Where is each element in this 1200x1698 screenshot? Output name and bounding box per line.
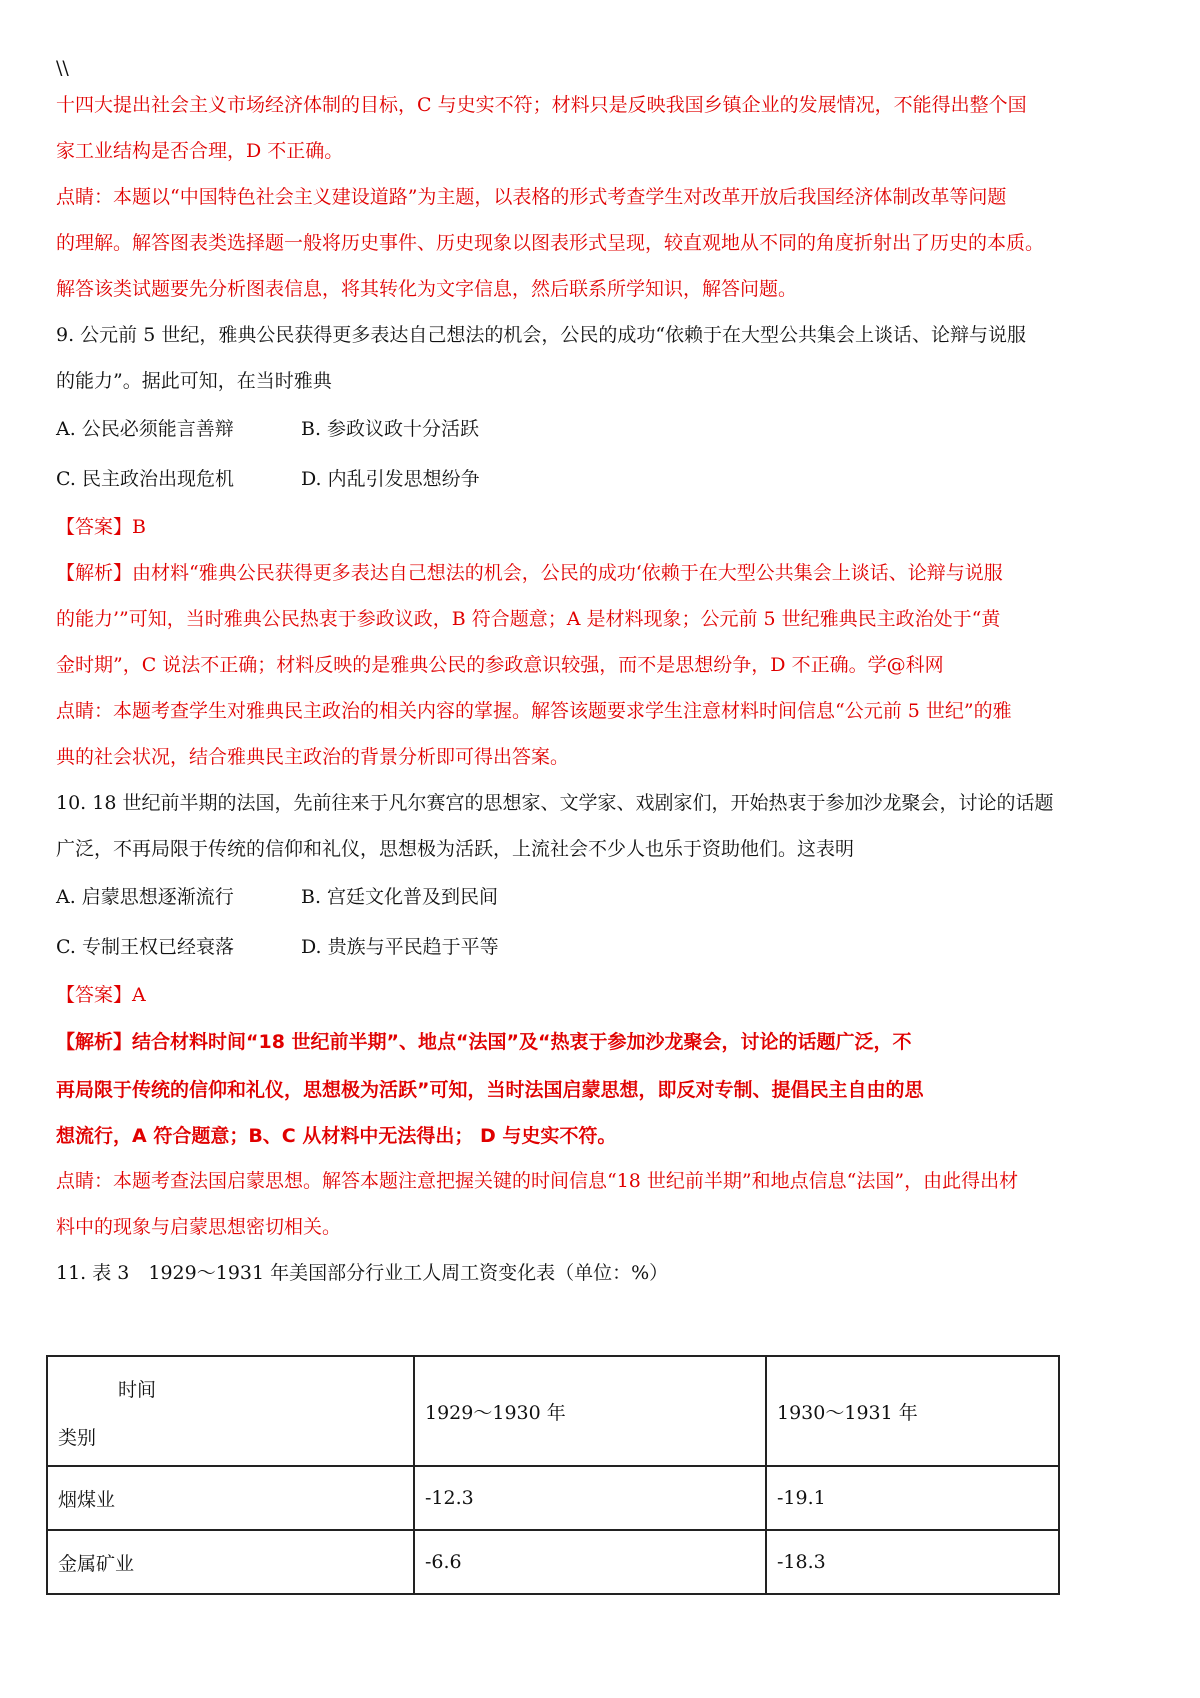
q9-options-row-2: [56, 454, 1156, 504]
document-page: [56, 58, 1156, 1296]
prev-answer-line: 十四大提出社会主义市场经济体制的目标，C 与史实不符；材料只是反映我国乡镇企业的发展情况，不能得出整个国: [56, 94, 1027, 116]
q9-analysis-line: 金时期”，C 说法不正确；材料反映的是雅典公民的参政意识较强，而不是思想纷争，D 不正确。学@科网: [56, 654, 944, 676]
prev-answer-line: 家工业结构是否合理，D 不正确。: [56, 140, 344, 162]
column-header: 1930～1931 年: [766, 1356, 1059, 1466]
q10-option-b: B. 宫廷文化普及到民间: [301, 886, 499, 908]
prev-tip: [56, 174, 1156, 312]
q9-stem-line: 的能力”。据此可知，在当时雅典: [56, 370, 332, 392]
q11-stem: 11. 表 3 1929～1931 年美国部分行业工人周工资变化表（单位：%）: [56, 1262, 669, 1284]
table-row: [47, 1466, 1059, 1530]
column-header: 1929～1930 年: [414, 1356, 766, 1466]
q10-analysis-line: 再局限于传统的信仰和礼仪，思想极为活跃”可知，当时法国启蒙思想，即反对专制、提倡民主自由的思: [56, 1079, 924, 1101]
q10-option-c: C. 专制王权已经衰落: [56, 936, 234, 958]
prev-tip-line: 点睛：本题以“中国特色社会主义建设道路”为主题，以表格的形式考查学生对改革开放后我国经济体制改革等问题: [56, 186, 1007, 208]
q9-analysis-line: 的能力’”可知，当时雅典公民热衷于参政议政，B 符合题意；A 是材料现象；公元前 5 世纪雅典民主政治处于“黄: [56, 608, 1001, 630]
prev-answer-tail: [56, 82, 1156, 174]
q10-tip-line: 点睛：本题考查法国启蒙思想。解答本题注意把握关键的时间信息“18 世纪前半期”和地点信息“法国”，由此得出材: [56, 1170, 1019, 1192]
table-header-row: [47, 1356, 1059, 1466]
q10-options-row-1: [56, 872, 1156, 922]
q10-options-row-2: [56, 922, 1156, 972]
wage-change-table: [46, 1355, 1060, 1595]
q9-tip-line: 点睛：本题考查学生对雅典民主政治的相关内容的掌握。解答该题要求学生注意材料时间信息“公元前 5 世纪”的雅: [56, 700, 1012, 722]
row-label: 烟煤业: [47, 1466, 414, 1530]
q10-stem-line: 广泛，不再局限于传统的信仰和礼仪，思想极为活跃，上流社会不少人也乐于资助他们。这表明: [56, 838, 855, 860]
table-cell: -18.3: [766, 1530, 1059, 1594]
top-mark: \\: [56, 57, 69, 79]
row-label: 金属矿业: [47, 1530, 414, 1594]
q9-options-row-1: [56, 404, 1156, 454]
q9-option-d: D. 内乱引发思想纷争: [301, 468, 480, 490]
q10-stem-line: 10. 18 世纪前半期的法国，先前往来于凡尔赛宫的思想家、文学家、戏剧家们，开始热衷于参加沙龙聚会，讨论的话题: [56, 792, 1054, 814]
table-cell: -19.1: [766, 1466, 1059, 1530]
q10-analysis-line: 【解析】结合材料时间“18 世纪前半期”、地点“法国”及“热衷于参加沙龙聚会，讨论的话题广泛，不: [56, 1031, 912, 1053]
table-row: [47, 1530, 1059, 1594]
question-9: [56, 312, 1156, 780]
q9-option-a: A. 公民必须能言善辩: [56, 418, 234, 440]
table-cell: -12.3: [414, 1466, 766, 1530]
question-10: [56, 780, 1156, 1250]
q9-option-b: B. 参政议政十分活跃: [301, 418, 480, 440]
q9-option-c: C. 民主政治出现危机: [56, 468, 234, 490]
q9-analysis-line: 【解析】由材料“雅典公民获得更多表达自己想法的机会，公民的成功‘依赖于在大型公共集会上谈话、论辩与说服: [56, 562, 1003, 584]
q9-stem-line: 9. 公元前 5 世纪，雅典公民获得更多表达自己想法的机会，公民的成功“依赖于在大型公共集会上谈话、论辩与说服: [56, 324, 1027, 346]
q10-option-d: D. 贵族与平民趋于平等: [301, 936, 499, 958]
prev-tip-line: 的理解。解答图表类选择题一般将历史事件、历史现象以图表形式呈现，较直观地从不同的角度折射出了历史的本质。: [56, 232, 1045, 254]
prev-tip-line: 解答该类试题要先分析图表信息，将其转化为文字信息，然后联系所学知识，解答问题。: [56, 278, 798, 300]
table-corner-cell: [47, 1356, 414, 1466]
q10-answer: 【答案】A: [56, 984, 146, 1006]
table-cell: -6.6: [414, 1530, 766, 1594]
corner-label-time: 时间: [118, 1379, 157, 1401]
q10-option-a: A. 启蒙思想逐渐流行: [56, 886, 234, 908]
q10-tip-line: 料中的现象与启蒙思想密切相关。: [56, 1216, 342, 1238]
q9-tip-line: 典的社会状况，结合雅典民主政治的背景分析即可得出答案。: [56, 746, 570, 768]
corner-label-category: 类别: [58, 1427, 97, 1449]
q10-analysis-line: 想流行，A 符合题意；B、C 从材料中无法得出； D 与史实不符。: [56, 1125, 617, 1147]
q9-answer: 【答案】B: [56, 516, 146, 538]
